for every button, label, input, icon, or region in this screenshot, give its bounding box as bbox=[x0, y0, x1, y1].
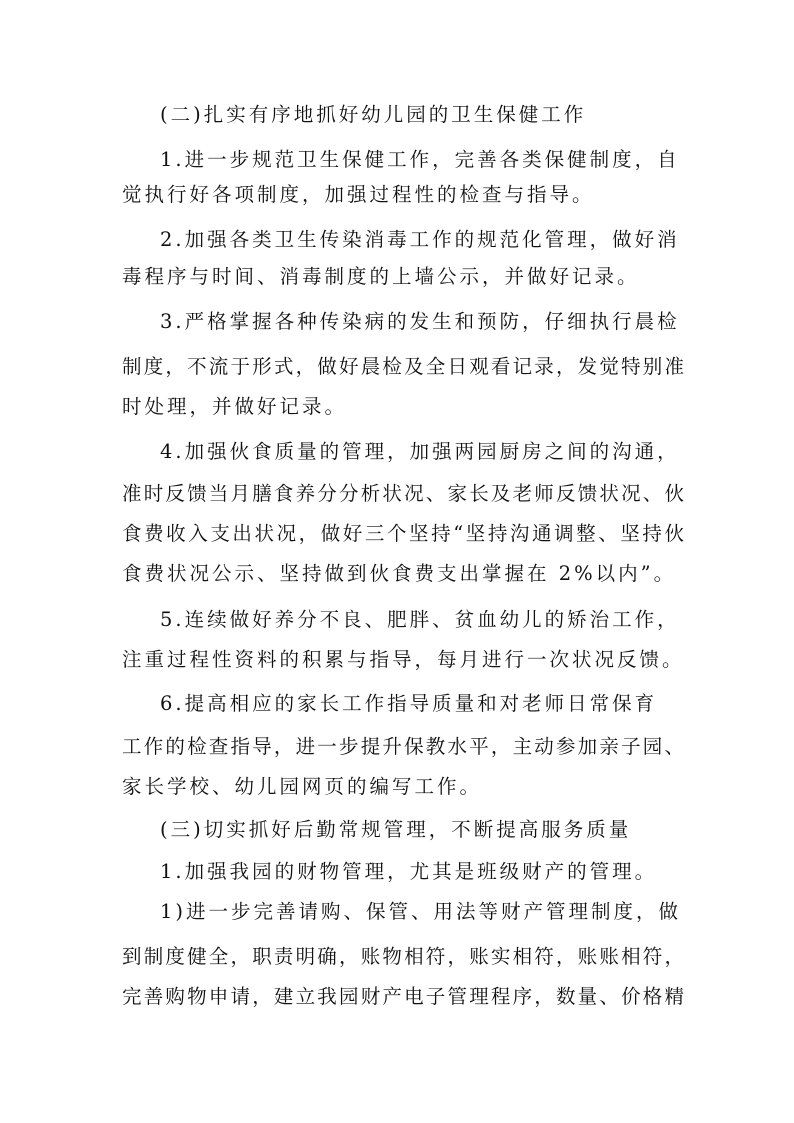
paragraph-line: 3.严格掌握各种传染病的发生和预防，仔细执行晨检 bbox=[160, 310, 680, 333]
paragraph-line: 觉执行好各项制度，加强过程性的检查与指导。 bbox=[122, 183, 595, 206]
section-heading-3: (三)切实抓好后勤常规管理，不断提高服务质量 bbox=[160, 818, 632, 841]
paragraph-line: 完善购物申请，建立我园财产电子管理程序，数量、价格精 bbox=[122, 985, 684, 1008]
paragraph-line: 2.加强各类卫生传染消毒工作的规范化管理，做好消 bbox=[160, 228, 680, 251]
paragraph-line: 食费状况公示、坚持做到伙食费支出掌握在 2%以内”。 bbox=[122, 562, 677, 585]
paragraph-line: 食费收入支出状况，做好三个坚持“坚持沟通调整、坚持伙 bbox=[122, 522, 684, 545]
paragraph-line: 准时反馈当月膳食养分分析状况、家长及老师反馈状况、伙 bbox=[122, 482, 684, 505]
paragraph-line: 4.加强伙食质量的管理，加强两园厨房之间的沟通， bbox=[160, 440, 680, 463]
paragraph-line: 6.提高相应的家长工作指导质量和对老师日常保育 bbox=[160, 692, 658, 715]
paragraph-line: 时处理，并做好记录。 bbox=[122, 395, 348, 418]
paragraph-line: 1)进一步完善请购、保管、用法等财产管理制度，做 bbox=[160, 900, 682, 923]
paragraph-line: 1.加强我园的财物管理，尤其是班级财产的管理。 bbox=[160, 860, 658, 883]
paragraph-line: 1.进一步规范卫生保健工作，完善各类保健制度，自 bbox=[160, 148, 680, 171]
paragraph-line: 注重过程性资料的积累与指导，每月进行一次状况反馈。 bbox=[122, 648, 685, 671]
paragraph-line: 家长学校、幼儿园网页的编写工作。 bbox=[122, 775, 483, 798]
paragraph-line: 毒程序与时间、消毒制度的上墙公示，并做好记录。 bbox=[122, 265, 640, 288]
paragraph-line: 工作的检查指导，进一步提升保教水平，主动参加亲子园、 bbox=[122, 735, 684, 758]
paragraph-line: 5.连续做好养分不良、肥胖、贫血幼儿的矫治工作， bbox=[160, 608, 680, 631]
paragraph-line: 到制度健全，职责明确，账物相符，账实相符，账账相符， bbox=[122, 945, 684, 968]
section-heading-2: (二)扎实有序地抓好幼儿园的卫生保健工作 bbox=[160, 103, 587, 126]
paragraph-line: 制度，不流于形式，做好晨检及全日观看记录，发觉特别准 bbox=[122, 355, 684, 378]
